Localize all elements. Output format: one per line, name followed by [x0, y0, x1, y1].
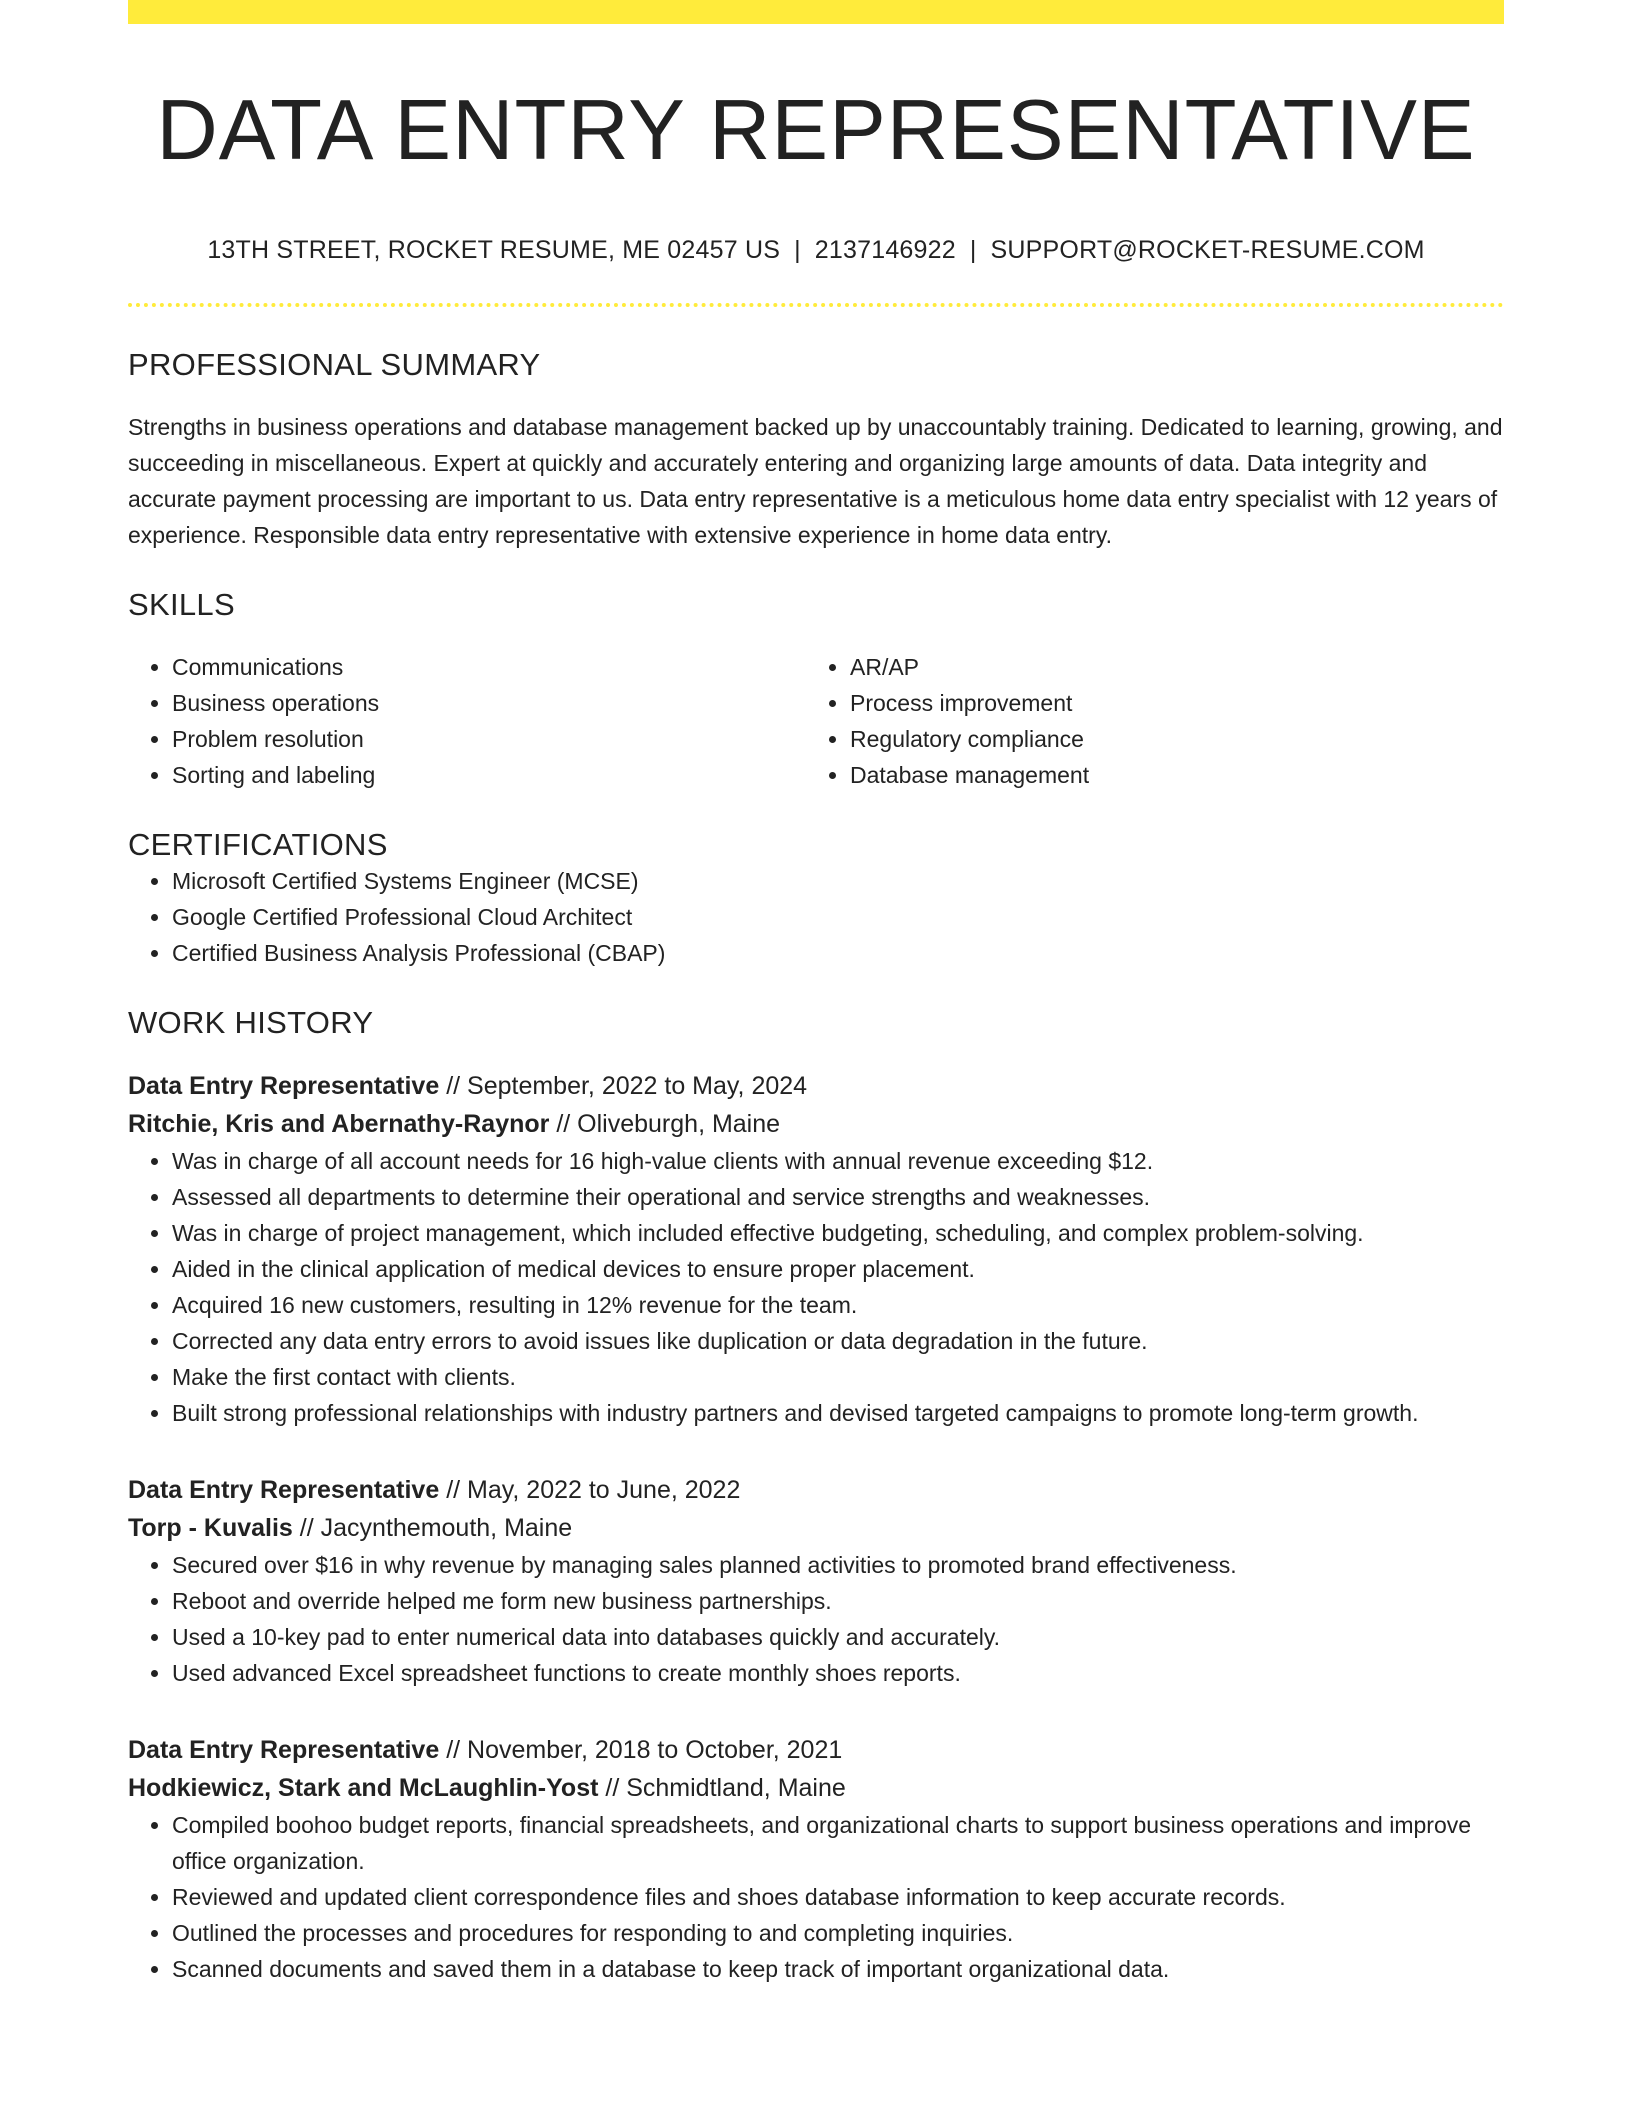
- job-bullet: • Was in charge of project management, which included effective budgeting, scheduling, and complex problem-solving.: [172, 1215, 1504, 1251]
- certifications-heading: CERTIFICATIONS: [128, 826, 388, 862]
- job-role: Data Entry Representative: [128, 1475, 440, 1504]
- job-company: Torp - Kuvalis: [128, 1513, 293, 1542]
- job-dates: // May, 2022 to June, 2022: [446, 1475, 741, 1504]
- job-location: // Jacynthemouth, Maine: [299, 1513, 573, 1542]
- job-company-line: [128, 1105, 1504, 1143]
- skill-item: • Database management: [850, 757, 1484, 793]
- job-bullet: • Secured over $16 in why revenue by managing sales planned activities to promoted brand effectiveness.: [172, 1547, 1504, 1583]
- job-bullet: • Corrected any data entry errors to avoid issues like duplication or data degradation in the future.: [172, 1323, 1504, 1359]
- certification-item: • Google Certified Professional Cloud Architect: [172, 899, 1504, 935]
- job-bullet: • Used a 10-key pad to enter numerical data into databases quickly and accurately.: [172, 1619, 1504, 1655]
- work-history-heading: WORK HISTORY: [128, 1004, 374, 1040]
- skill-item: • Regulatory compliance: [850, 721, 1484, 757]
- skill-item: • Sorting and labeling: [172, 757, 806, 793]
- job-bullet: • Aided in the clinical application of medical devices to ensure proper placement.: [172, 1251, 1504, 1287]
- skill-item: • Business operations: [172, 685, 806, 721]
- contact-separator: |: [969, 235, 977, 264]
- job-bullet: • Assessed all departments to determine their operational and service strengths and weaknesses.: [172, 1179, 1504, 1215]
- job-title-line: [128, 1731, 1504, 1769]
- job-location: // Schmidtland, Maine: [605, 1773, 846, 1802]
- summary-text: Strengths in business operations and database management backed up by unaccountably training. Dedicated to learning, growing, and succeeding in miscellaneous. Expert at quickly and accurately entering and organizing large amounts of data. Data integrity and accurate payment processing are important to us. Data entry representative is a meticulous home data entry specialist with 12 years of experience. Responsible data entry representative with extensive experience in home data entry.: [128, 413, 1503, 548]
- job-bullet: • Scanned documents and saved them in a database to keep track of important organizational data.: [172, 1951, 1504, 1987]
- job-bullet: • Reviewed and updated client correspondence files and shoes database information to keep accurate records.: [172, 1879, 1504, 1915]
- job-entry: [128, 1731, 1504, 1987]
- job-entry: [128, 1067, 1504, 1431]
- skill-item: • Process improvement: [850, 685, 1484, 721]
- job-role: Data Entry Representative: [128, 1735, 440, 1764]
- skills-heading: SKILLS: [128, 586, 235, 622]
- job-location: // Oliveburgh, Maine: [556, 1109, 781, 1138]
- job-bullet: • Outlined the processes and procedures for responding to and completing inquiries.: [172, 1915, 1504, 1951]
- job-bullet: • Make the first contact with clients.: [172, 1359, 1504, 1395]
- job-bullets: [128, 1807, 1504, 1987]
- job-bullet: • Was in charge of all account needs for 16 high-value clients with annual revenue exceeding $12.: [172, 1143, 1504, 1179]
- resume-page: [128, 0, 1504, 1987]
- job-bullet: • Reboot and override helped me form new business partnerships.: [172, 1583, 1504, 1619]
- contact-address: 13TH STREET, ROCKET RESUME, ME 02457 US: [207, 235, 781, 264]
- dotted-divider: [128, 303, 1504, 307]
- skills-list-right: [806, 649, 1484, 793]
- contact-separator: |: [794, 235, 801, 264]
- skill-item: • Communications: [172, 649, 806, 685]
- certification-item: • Certified Business Analysis Professional (CBAP): [172, 935, 1504, 971]
- certification-item: • Microsoft Certified Systems Engineer (MCSE): [172, 863, 1504, 899]
- job-role: Data Entry Representative: [128, 1071, 440, 1100]
- job-bullet: • Compiled boohoo budget reports, financial spreadsheets, and organizational charts to support business operations and improve office organization.: [172, 1807, 1504, 1879]
- certifications-list: [128, 863, 1504, 971]
- job-dates: // November, 2018 to October, 2021: [446, 1735, 843, 1764]
- job-title-line: [128, 1471, 1504, 1509]
- summary-heading: PROFESSIONAL SUMMARY: [128, 346, 541, 382]
- contact-phone: 2137146922: [814, 235, 956, 264]
- job-bullet: • Built strong professional relationships with industry partners and devised targeted campaigns to promote long-term growth.: [172, 1395, 1504, 1431]
- job-title-line: [128, 1067, 1504, 1105]
- top-accent-bar: [128, 0, 1504, 24]
- skill-item: • AR/AP: [850, 649, 1484, 685]
- job-company-line: [128, 1769, 1504, 1807]
- job-bullet: • Used advanced Excel spreadsheet functions to create monthly shoes reports.: [172, 1655, 1504, 1691]
- job-company-line: [128, 1509, 1504, 1547]
- job-company: Hodkiewicz, Stark and McLaughlin-Yost: [128, 1773, 599, 1802]
- job-bullet: • Acquired 16 new customers, resulting in 12% revenue for the team.: [172, 1287, 1504, 1323]
- job-company: Ritchie, Kris and Abernathy-Raynor: [128, 1109, 550, 1138]
- skills-list-left: [128, 649, 806, 793]
- job-bullets: [128, 1547, 1504, 1691]
- skill-item: • Problem resolution: [172, 721, 806, 757]
- job-bullets: [128, 1143, 1504, 1431]
- contact-line: [128, 236, 1504, 265]
- contact-email: SUPPORT@ROCKET-RESUME.COM: [990, 235, 1425, 264]
- job-entry: [128, 1471, 1504, 1691]
- job-dates: // September, 2022 to May, 2024: [446, 1071, 808, 1100]
- candidate-name: DATA ENTRY REPRESENTATIVE: [156, 83, 1476, 178]
- skills-grid: [128, 649, 1504, 793]
